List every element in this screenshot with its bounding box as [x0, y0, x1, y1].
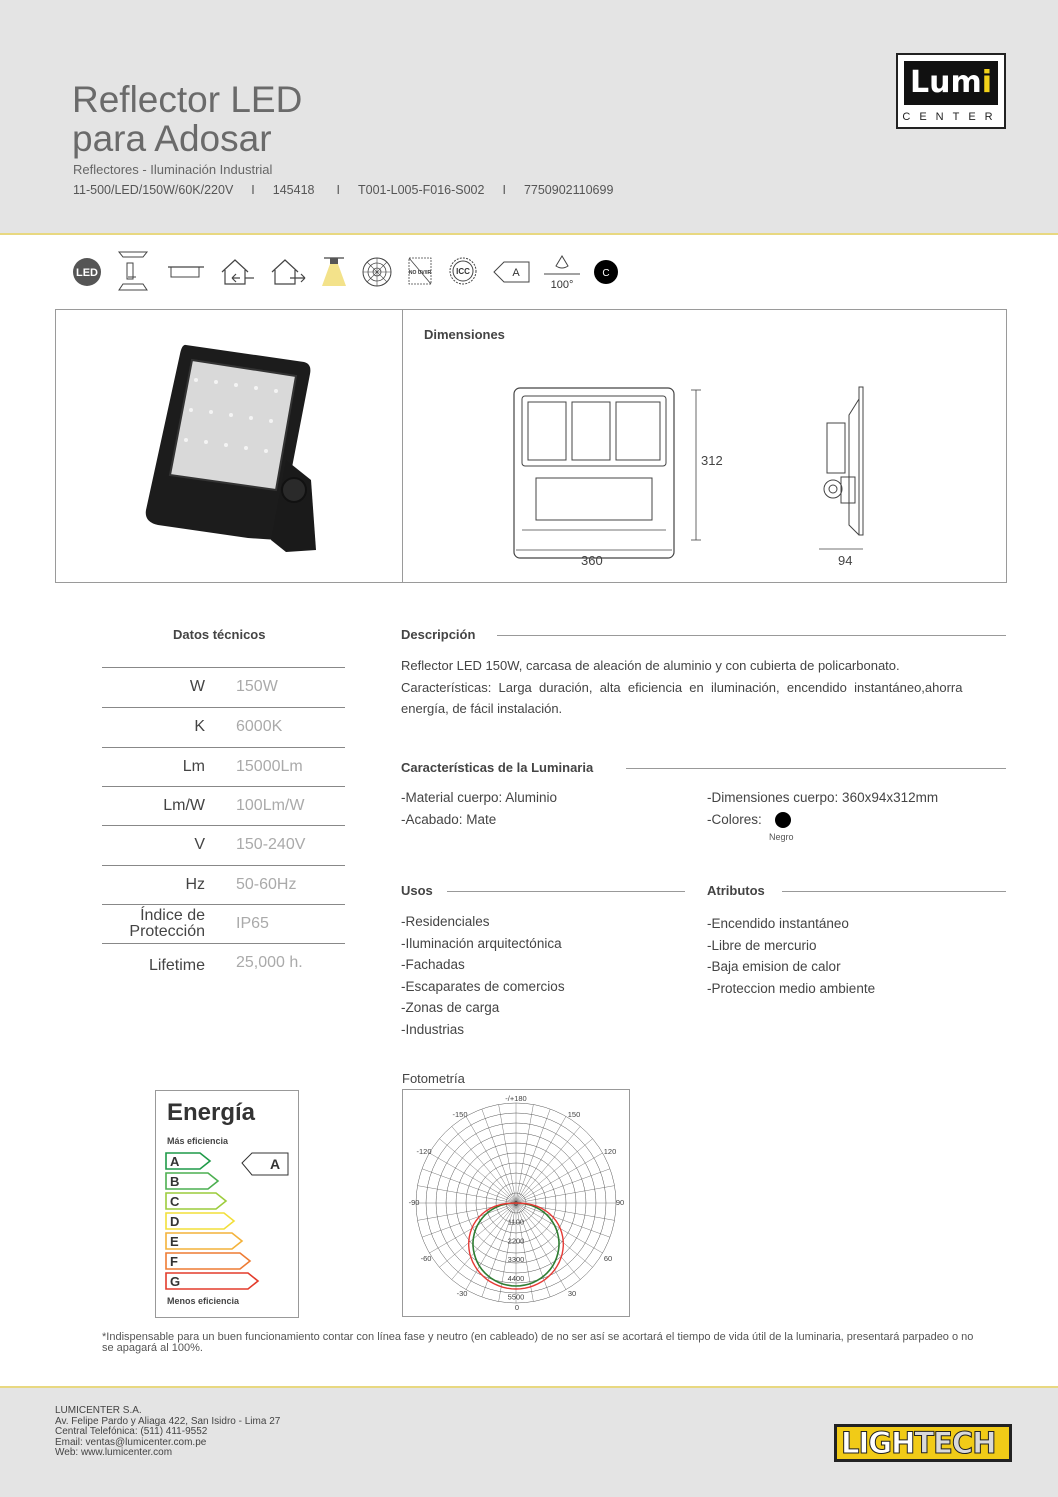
energy-title: Energía: [167, 1099, 256, 1126]
polar-angle-label: 90: [615, 1198, 625, 1207]
row-label: V: [194, 836, 205, 853]
company-phone: Central Telefónica: (511) 411-9552: [55, 1426, 208, 1437]
polar-angle-label: -150: [452, 1110, 468, 1119]
usos-title: Usos: [401, 883, 433, 898]
outdoor-home-icon: [268, 252, 308, 292]
lumicenter-logo: [896, 53, 1006, 129]
polar-angle-label: 150: [567, 1110, 581, 1119]
list-item: -Dimensiones cuerpo: 360x94x312mm: [707, 790, 939, 805]
table-row: [102, 786, 345, 825]
recessed-mount-icon: [116, 248, 150, 294]
row-label: W: [189, 678, 205, 695]
row-value: 15000Lm: [236, 758, 303, 775]
page-title: [72, 80, 302, 158]
logo-text-i: i: [981, 65, 993, 100]
category-subtitle: Reflectores - Iluminación Industrial: [73, 162, 273, 177]
panel-divider: [402, 310, 403, 582]
list-item: -Iluminación arquitectónica: [401, 935, 562, 951]
color-c-label: C: [602, 268, 610, 279]
table-row: [102, 667, 345, 706]
company-contact: [55, 1406, 280, 1459]
polar-radial-label: 3300: [507, 1255, 525, 1265]
energy-class-letter: D: [170, 1214, 180, 1229]
table-row: [102, 707, 345, 746]
energy-scale: [164, 1151, 294, 1291]
class-label: A: [512, 267, 520, 279]
row-value: 150W: [236, 678, 278, 695]
front-view-drawing: [496, 380, 746, 570]
color-c-icon: [592, 252, 620, 292]
no-uv-ir-icon: [405, 252, 435, 292]
title-line-1: Reflector LED: [72, 79, 303, 120]
energy-label: [155, 1090, 299, 1318]
depth-dimension: 94: [838, 553, 853, 568]
list-item: -Proteccion medio ambiente: [707, 980, 876, 996]
polar-angle-label: 30: [567, 1289, 577, 1298]
descripcion-line-2: Características: Larga duración, alta eficiencia en iluminación, encendido instantáneo,ahorra: [401, 679, 963, 695]
product-photo: [136, 340, 336, 560]
led-badge-icon: [72, 252, 104, 292]
lightech-text-a: LIGH: [841, 1426, 915, 1460]
colores-label: -Colores:: [707, 811, 762, 827]
energy-class-letter: F: [170, 1254, 178, 1269]
section-rule: [782, 891, 1006, 892]
beam-angle-label: 100°: [550, 279, 574, 291]
polar-radial-label: 4400: [507, 1273, 525, 1283]
row-label: K: [194, 718, 205, 735]
row-label-line-2: Protección: [129, 923, 205, 940]
height-dimension: 312: [701, 453, 723, 468]
company-name: LUMICENTER S.A.: [55, 1405, 142, 1416]
descripcion-text: [401, 655, 1007, 720]
table-row: [102, 825, 345, 864]
list-item: -Acabado: Mate: [401, 811, 497, 827]
row-value: 50-60Hz: [236, 876, 297, 893]
code-separator: I: [502, 183, 506, 197]
lightech-logo: [834, 1424, 1012, 1462]
logo-text-lum: Lum: [909, 65, 982, 100]
no-uvir-label: NO UV/IR: [408, 270, 432, 276]
energy-less-efficiency: Menos eficiencia: [167, 1296, 240, 1306]
code-separator: I: [251, 183, 255, 197]
list-item: -Industrias: [401, 1021, 465, 1037]
indoor-home-icon: [218, 252, 256, 292]
row-value: 25,000 h.: [236, 954, 303, 971]
dimensions-title: Dimensiones: [424, 327, 505, 342]
list-item: -Material cuerpo: Aluminio: [401, 790, 558, 805]
row-label: [129, 908, 205, 940]
footer-band: [0, 1386, 1058, 1497]
table-row: [102, 904, 345, 943]
downlight-icon: [320, 252, 348, 292]
row-label: Lifetime: [148, 957, 205, 974]
installation-note: *Indispensable para un buen funcionamiento contar con línea fase y neutro (en cableado) de no ser así se acortará el tiempo de vida útil de la luminaria, presentará parpadeo o no se apagará al 100%.: [102, 1331, 974, 1354]
row-label-line-1: Índice de: [140, 907, 205, 924]
caracteristicas-title: Características de la Luminaria: [401, 760, 594, 775]
company-address: Av. Felipe Pardo y Aliaga 422, San Isidro - Lima 27: [55, 1415, 281, 1427]
descripcion-line-3: energía, de fácil instalación.: [401, 701, 563, 716]
polar-angle-label: -30: [456, 1289, 468, 1298]
company-web[interactable]: Web: www.lumicenter.com: [55, 1447, 173, 1458]
icc-cert-icon: [446, 252, 480, 292]
energy-class-letter: G: [170, 1274, 181, 1289]
table-row: [102, 865, 345, 904]
row-label: Lm/W: [163, 797, 205, 814]
logo-subtext: CENTER: [902, 111, 1002, 123]
caracteristicas-right: [707, 787, 938, 830]
atributos-list: [707, 913, 875, 999]
icc-label: ICC: [456, 267, 470, 276]
descripcion-line-1: Reflector LED 150W, carcasa de aleación de aluminio y con cubierta de policarbonato.: [401, 658, 900, 673]
model-code: 11-500/LED/150W/60K/220V: [73, 183, 234, 197]
table-row: [102, 943, 345, 982]
polar-angle-label: -60: [420, 1254, 432, 1263]
list-item: -Residenciales: [401, 914, 490, 929]
fotometria-title: Fotometría: [402, 1071, 465, 1086]
polar-angle-label: -/+180: [505, 1094, 527, 1103]
side-view-drawing: [811, 385, 881, 560]
row-value: 6000K: [236, 718, 283, 735]
product-codes: [73, 183, 631, 197]
list-item: -Encendido instantáneo: [707, 916, 849, 931]
surface-panel-icon: [168, 252, 204, 292]
polar-angle-label: -90: [408, 1198, 420, 1207]
energy-class-bar: [166, 1253, 250, 1269]
descripcion-title: Descripción: [401, 627, 476, 642]
color-name: Negro: [769, 832, 794, 842]
row-label: Hz: [185, 876, 205, 893]
list-item: -Libre de mercurio: [707, 937, 817, 953]
table-row: [102, 747, 345, 786]
company-email[interactable]: Email: ventas@lumicenter.com.pe: [55, 1436, 207, 1448]
header-band: [0, 0, 1058, 235]
list-item: -Fachadas: [401, 957, 465, 972]
led-badge-label: LED: [76, 267, 98, 279]
width-dimension: 360: [581, 553, 603, 568]
polar-angle-label: 120: [603, 1147, 617, 1156]
section-rule: [626, 768, 1006, 769]
energy-more-efficiency: Más eficiencia: [167, 1136, 229, 1146]
row-value: IP65: [236, 915, 269, 932]
list-item: -Escaparates de comercios: [401, 978, 565, 994]
energy-class-icon: [492, 252, 532, 292]
beam-angle-icon: [542, 252, 582, 296]
atributos-title: Atributos: [707, 883, 765, 898]
internal-code: T001-L005-F016-S002: [357, 183, 485, 197]
row-label: Lm: [182, 758, 205, 775]
polar-photometry-chart: [402, 1089, 630, 1317]
polar-radial-label: 0: [513, 1199, 519, 1208]
polar-radial-label: 2200: [507, 1236, 525, 1246]
polar-angle-label: 60: [603, 1254, 613, 1263]
caracteristicas-left: [401, 787, 557, 830]
energy-class-letter: E: [170, 1234, 179, 1249]
polar-angle-label: 0: [514, 1303, 520, 1312]
item-code: 145418: [272, 183, 315, 197]
polar-angle-label: -120: [416, 1147, 432, 1156]
polar-radial-label: 5500: [507, 1292, 525, 1302]
title-line-2: para Adosar: [72, 118, 272, 159]
row-value: 150-240V: [236, 836, 306, 853]
beam-pattern-icon: [360, 252, 394, 292]
code-separator: I: [336, 183, 340, 197]
product-dimensions-panel: [55, 309, 1007, 583]
usos-list: [401, 911, 565, 1040]
energy-class-letter: B: [170, 1174, 180, 1189]
list-item: -Zonas de carga: [401, 1000, 500, 1015]
current-energy-class: A: [269, 1156, 281, 1172]
list-item: -Baja emision de calor: [707, 959, 841, 974]
section-rule: [497, 635, 1006, 636]
row-value: 100Lm/W: [236, 797, 305, 814]
energy-class-letter: C: [170, 1194, 180, 1209]
logo-box: [904, 61, 998, 105]
color-swatch: [775, 812, 791, 828]
polar-radial-label: 1100: [507, 1217, 525, 1227]
section-rule: [447, 891, 685, 892]
datos-tecnicos-title: Datos técnicos: [173, 627, 266, 642]
lightech-text-b: TECH: [914, 1426, 996, 1460]
ean-code: 7750902110699: [523, 183, 614, 197]
energy-class-letter: A: [170, 1154, 180, 1169]
